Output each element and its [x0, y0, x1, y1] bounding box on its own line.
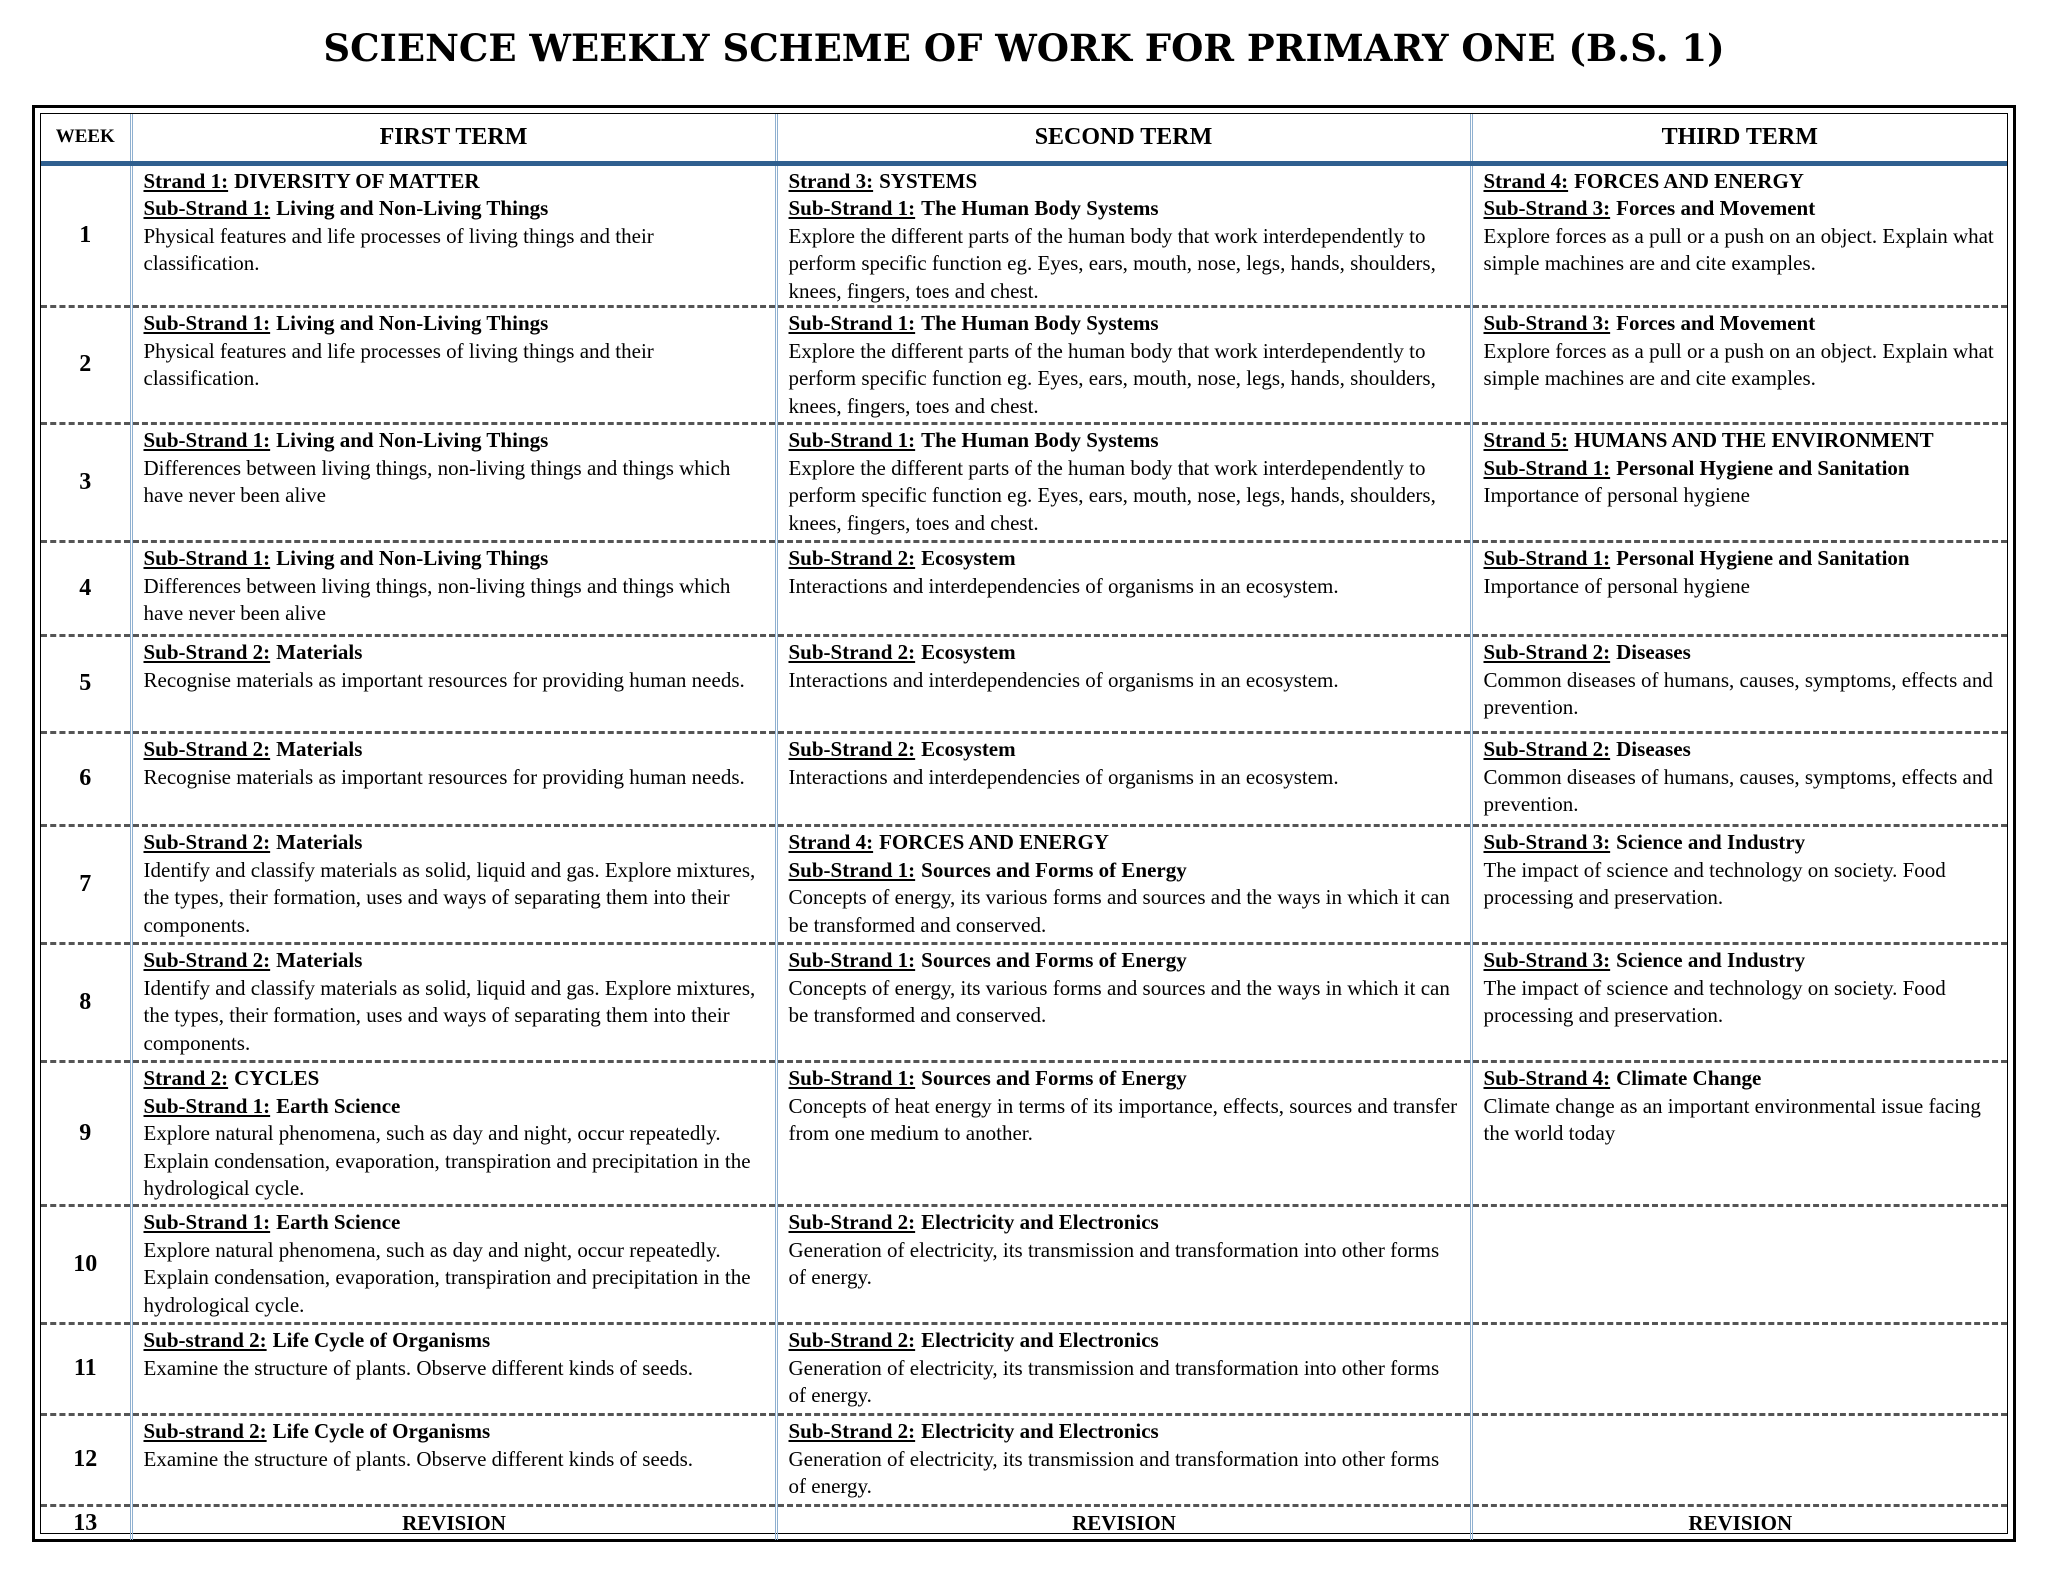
first-term-cell	[131, 636, 776, 733]
third-term-cell	[1471, 307, 2007, 424]
description: Climate change as an important environmental issue facing the world today	[1483, 1093, 1981, 1145]
sub-strand-line	[144, 427, 765, 455]
sub-strand-name: Ecosystem	[921, 737, 1016, 761]
sub-strand-label: Sub-Strand 2:	[788, 1210, 916, 1234]
strand-label: Strand 2:	[143, 1066, 229, 1090]
strand-name: HUMANS AND THE ENVIRONMENT	[1574, 428, 1934, 452]
second-term-cell	[776, 826, 1471, 944]
second-term-cell	[776, 636, 1471, 733]
sub-strand-line	[1484, 639, 1998, 667]
strand-label: Strand 3:	[788, 168, 874, 193]
sub-strand-line	[789, 310, 1460, 338]
sub-strand-label: Sub-Strand 1:	[788, 311, 916, 335]
strand-name: CYCLES	[234, 1066, 320, 1090]
description: Generation of electricity, its transmission and transformation into other forms of energy.	[788, 1237, 1440, 1289]
sub-strand-line	[789, 1418, 1460, 1446]
sub-strand-name: Science and Industry	[1616, 830, 1806, 854]
strand-line	[144, 1065, 765, 1093]
description: Common diseases of humans, causes, symptoms, effects and prevention.	[1483, 667, 1993, 719]
sub-strand-name: Earth Science	[276, 1093, 401, 1118]
first-term-cell	[131, 1062, 776, 1206]
sub-strand-label: Sub-Strand 1:	[143, 1210, 271, 1234]
sub-strand-name: Diseases	[1616, 737, 1691, 761]
header-row	[41, 114, 2007, 163]
week-number: 4	[41, 542, 131, 636]
sub-strand-line	[1484, 736, 1998, 764]
sub-strand-label: Sub-Strand 1:	[143, 428, 271, 452]
table-row	[41, 424, 2007, 542]
first-term-cell	[131, 163, 776, 307]
description: Concepts of heat energy in terms of its importance, effects, sources and transfer from one medium to another.	[788, 1093, 1458, 1145]
strand-name: FORCES AND ENERGY	[1574, 168, 1804, 193]
description: Importance of personal hygiene	[1483, 483, 1750, 507]
sub-strand-line	[1484, 829, 1998, 857]
third-term-revision-cell	[1471, 1506, 2007, 1540]
description: Concepts of energy, its various forms and sources and the ways in which it can be transformed and conserved.	[788, 975, 1450, 1027]
revision-label: REVISION	[1688, 1510, 1793, 1535]
sub-strand-name: The Human Body Systems	[921, 196, 1159, 220]
first-term-cell	[131, 1415, 776, 1506]
sub-strand-label: Sub-Strand 4:	[1483, 1066, 1611, 1090]
sub-strand-name: Living and Non-Living Things	[276, 196, 549, 220]
description: Generation of electricity, its transmission and transformation into other forms of energy.	[788, 1446, 1440, 1498]
sub-strand-line	[144, 195, 765, 223]
description: Generation of electricity, its transmission and transformation into other forms of energy.	[788, 1355, 1440, 1407]
sub-strand-line	[144, 545, 765, 573]
description: Explore forces as a pull or a push on an object. Explain what simple machines are and cite examples.	[1483, 223, 1994, 275]
table-row	[41, 1062, 2007, 1206]
sub-strand-label: Sub-strand 2:	[143, 1419, 267, 1443]
sub-strand-line	[789, 857, 1460, 885]
sub-strand-line	[789, 1065, 1460, 1093]
second-term-revision-cell	[776, 1506, 1471, 1540]
description: Recognise materials as important resources for providing human needs.	[143, 764, 745, 789]
first-term-revision-cell	[131, 1506, 776, 1540]
sub-strand-label: Sub-Strand 2:	[143, 737, 271, 761]
revision-row	[41, 1506, 2007, 1540]
sub-strand-label: Sub-Strand 1:	[788, 196, 916, 220]
third-term-cell	[1471, 1415, 2007, 1506]
sub-strand-label: Sub-Strand 2:	[788, 1419, 916, 1443]
week-number: 5	[41, 636, 131, 733]
sub-strand-label: Sub-Strand 3:	[1483, 830, 1611, 854]
week-number: 7	[41, 826, 131, 944]
sub-strand-name: Forces and Movement	[1616, 196, 1816, 220]
week-number: 3	[41, 424, 131, 542]
sub-strand-label: Sub-Strand 1:	[788, 1066, 916, 1090]
description: Interactions and interdependencies of organisms in an ecosystem.	[788, 667, 1339, 692]
sub-strand-line	[144, 1327, 765, 1355]
description: Importance of personal hygiene	[1483, 573, 1750, 598]
strand-name: SYSTEMS	[879, 168, 978, 193]
strand-label: Strand 4:	[788, 830, 874, 854]
sub-strand-line	[789, 545, 1460, 573]
sub-strand-name: Materials	[276, 640, 363, 664]
sub-strand-label: Sub-Strand 1:	[788, 857, 916, 882]
third-term-cell	[1471, 1324, 2007, 1415]
sub-strand-line	[789, 736, 1460, 764]
second-term-cell	[776, 542, 1471, 636]
sub-strand-label: Sub-Strand 3:	[1483, 948, 1611, 972]
description: Explore natural phenomena, such as day and night, occur repeatedly. Explain condensation, evaporation, transpiration and precipitation in the hydrological cycle.	[143, 1121, 751, 1200]
table-row	[41, 542, 2007, 636]
sub-strand-name: Life Cycle of Organisms	[272, 1419, 491, 1443]
table-row	[41, 163, 2007, 307]
scheme-table	[41, 114, 2007, 1540]
revision-label: REVISION	[1072, 1510, 1176, 1535]
third-term-cell	[1471, 1206, 2007, 1324]
sub-strand-name: Life Cycle of Organisms	[272, 1328, 491, 1352]
sub-strand-line	[789, 639, 1460, 667]
second-term-cell	[776, 424, 1471, 542]
header-first-term: FIRST TERM	[131, 114, 776, 163]
table-row	[41, 1206, 2007, 1324]
sub-strand-line	[144, 736, 765, 764]
sub-strand-label: Sub-Strand 1:	[143, 546, 271, 570]
second-term-cell	[776, 1324, 1471, 1415]
first-term-cell	[131, 826, 776, 944]
week-number: 1	[79, 221, 92, 248]
table-row	[41, 636, 2007, 733]
first-term-cell	[131, 944, 776, 1062]
third-term-cell	[1471, 1062, 2007, 1206]
strand-name: DIVERSITY OF MATTER	[234, 168, 480, 193]
sub-strand-label: Sub-Strand 1:	[788, 428, 916, 452]
sub-strand-line	[144, 639, 765, 667]
first-term-cell	[131, 424, 776, 542]
first-term-cell	[131, 307, 776, 424]
description: Interactions and interdependencies of organisms in an ecosystem.	[788, 764, 1339, 789]
third-term-cell	[1471, 826, 2007, 944]
description: Concepts of energy, its various forms and sources and the ways in which it can be transformed and conserved.	[788, 885, 1450, 937]
description: Differences between living things, non-living things and things which have never been alive	[143, 455, 731, 507]
sub-strand-label: Sub-strand 2:	[143, 1328, 267, 1352]
first-term-cell	[131, 1206, 776, 1324]
second-term-cell	[776, 307, 1471, 424]
sub-strand-line	[1484, 1065, 1998, 1093]
strand-line	[1484, 168, 1998, 196]
description: Explore the different parts of the human body that work interdependently to perform specific function eg. Eyes, ears, mouth, nose, legs, hands, shoulders, knees, fingers, toes and chest.	[788, 455, 1436, 535]
table-row	[41, 826, 2007, 944]
sub-strand-label: Sub-Strand 1:	[1483, 546, 1611, 570]
sub-strand-name: Sources and Forms of Energy	[921, 948, 1187, 972]
week-number: 2	[41, 307, 131, 424]
second-term-cell	[776, 163, 1471, 307]
description: Explore forces as a pull or a push on an object. Explain what simple machines are and cite examples.	[1483, 338, 1994, 390]
sub-strand-label: Sub-Strand 1:	[1483, 455, 1611, 480]
description: Physical features and life processes of living things and their classification.	[143, 338, 654, 390]
week-number: 8	[41, 944, 131, 1062]
description: Common diseases of humans, causes, symptoms, effects and prevention.	[1483, 764, 1993, 816]
third-term-cell	[1471, 636, 2007, 733]
sub-strand-name: The Human Body Systems	[921, 311, 1159, 335]
strand-label: Strand 4:	[1483, 168, 1569, 193]
header-week: WEEK	[41, 114, 131, 163]
header-third-term: THIRD TERM	[1471, 114, 2007, 163]
sub-strand-label: Sub-Strand 3:	[1483, 311, 1611, 335]
strand-line	[789, 168, 1460, 196]
strand-line	[789, 829, 1460, 857]
description: The impact of science and technology on society. Food processing and preservation.	[1483, 975, 1946, 1027]
sub-strand-name: Climate Change	[1616, 1066, 1762, 1090]
table-row	[41, 1324, 2007, 1415]
sub-strand-label: Sub-Strand 2:	[143, 830, 271, 854]
first-term-cell	[131, 542, 776, 636]
page-title: SCIENCE WEEKLY SCHEME OF WORK FOR PRIMARY ONE (B.S. 1)	[323, 26, 1725, 70]
description: Interactions and interdependencies of organisms in an ecosystem.	[788, 573, 1339, 598]
scheme-table-inner-frame	[40, 113, 2008, 1534]
scheme-table-body	[41, 163, 2007, 1540]
description: Examine the structure of plants. Observe different kinds of seeds.	[143, 1355, 694, 1380]
sub-strand-line	[144, 947, 765, 975]
sub-strand-name: Materials	[276, 948, 363, 972]
description: Examine the structure of plants. Observe different kinds of seeds.	[143, 1446, 694, 1471]
sub-strand-label: Sub-Strand 3:	[1483, 196, 1611, 220]
strand-label: Strand 1:	[143, 168, 229, 193]
first-term-cell	[131, 733, 776, 826]
sub-strand-label: Sub-Strand 2:	[788, 737, 916, 761]
sub-strand-name: Ecosystem	[921, 640, 1016, 664]
second-term-cell	[776, 944, 1471, 1062]
sub-strand-name: Living and Non-Living Things	[276, 428, 549, 452]
week-number: 10	[41, 1206, 131, 1324]
week-number: 11	[41, 1324, 131, 1415]
third-term-cell	[1471, 424, 2007, 542]
week-number: 13	[41, 1506, 131, 1540]
sub-strand-name: Diseases	[1616, 640, 1691, 664]
sub-strand-name: Ecosystem	[921, 546, 1016, 570]
sub-strand-line	[789, 427, 1460, 455]
sub-strand-line	[1484, 455, 1998, 483]
second-term-cell	[776, 1415, 1471, 1506]
sub-strand-name: Sources and Forms of Energy	[921, 857, 1187, 882]
description: Physical features and life processes of living things and their classification.	[143, 223, 654, 275]
sub-strand-line	[789, 947, 1460, 975]
table-row	[41, 944, 2007, 1062]
sub-strand-name: Electricity and Electronics	[921, 1419, 1159, 1443]
week-number: 9	[41, 1062, 131, 1206]
revision-label: REVISION	[402, 1510, 506, 1535]
sub-strand-label: Sub-Strand 2:	[1483, 640, 1611, 664]
description: The impact of science and technology on society. Food processing and preservation.	[1483, 857, 1946, 909]
third-term-cell	[1471, 733, 2007, 826]
sub-strand-name: Sources and Forms of Energy	[921, 1066, 1187, 1090]
week-number: 12	[41, 1415, 131, 1506]
sub-strand-label: Sub-Strand 2:	[788, 640, 916, 664]
sub-strand-name: Forces and Movement	[1616, 311, 1816, 335]
sub-strand-line	[789, 1327, 1460, 1355]
description: Identify and classify materials as solid, liquid and gas. Explore mixtures, the types, their formation, uses and ways of separating them into their components.	[143, 857, 756, 937]
table-row	[41, 1415, 2007, 1506]
sub-strand-line	[144, 1418, 765, 1446]
sub-strand-label: Sub-Strand 2:	[1483, 737, 1611, 761]
second-term-cell	[776, 733, 1471, 826]
sub-strand-name: Earth Science	[276, 1210, 401, 1234]
strand-name: FORCES AND ENERGY	[879, 830, 1109, 854]
sub-strand-line	[144, 310, 765, 338]
sub-strand-line	[1484, 947, 1998, 975]
sub-strand-line	[1484, 545, 1998, 573]
week-number: 6	[41, 733, 131, 826]
description: Differences between living things, non-living things and things which have never been alive	[143, 573, 731, 625]
strand-line	[1484, 427, 1998, 455]
sub-strand-name: Materials	[276, 737, 363, 761]
table-row	[41, 733, 2007, 826]
description: Explore natural phenomena, such as day and night, occur repeatedly. Explain condensation, evaporation, transpiration and precipitation in the hydrological cycle.	[143, 1237, 751, 1317]
description: Recognise materials as important resources for providing human needs.	[143, 667, 745, 692]
sub-strand-label: Sub-Strand 1:	[788, 948, 916, 972]
third-term-cell	[1471, 542, 2007, 636]
sub-strand-line	[1484, 195, 1998, 223]
sub-strand-name: Personal Hygiene and Sanitation	[1616, 455, 1910, 480]
scheme-table-frame	[32, 105, 2016, 1542]
sub-strand-label: Sub-Strand 1:	[143, 196, 271, 220]
third-term-cell	[1471, 944, 2007, 1062]
sub-strand-line	[144, 829, 765, 857]
sub-strand-line	[144, 1209, 765, 1237]
third-term-cell	[1471, 163, 2007, 307]
sub-strand-line	[1484, 310, 1998, 338]
sub-strand-label: Sub-Strand 2:	[788, 546, 916, 570]
description: Explore the different parts of the human body that work interdependently to perform specific function eg. Eyes, ears, mouth, nose, legs, hands, shoulders, knees, fingers, toes and chest.	[788, 223, 1436, 303]
sub-strand-name: Living and Non-Living Things	[276, 546, 549, 570]
description: Explore the different parts of the human body that work interdependently to perform specific function eg. Eyes, ears, mouth, nose, legs, hands, shoulders, knees, fingers, toes and chest.	[788, 338, 1436, 418]
sub-strand-name: Science and Industry	[1616, 948, 1806, 972]
sub-strand-name: Materials	[276, 830, 363, 854]
sub-strand-name: Living and Non-Living Things	[276, 311, 549, 335]
sub-strand-label: Sub-Strand 1:	[143, 1093, 271, 1118]
second-term-cell	[776, 1206, 1471, 1324]
sub-strand-line	[789, 1209, 1460, 1237]
sub-strand-label: Sub-Strand 2:	[143, 640, 271, 664]
first-term-cell	[131, 1324, 776, 1415]
sub-strand-name: The Human Body Systems	[921, 428, 1159, 452]
sub-strand-name: Electricity and Electronics	[921, 1328, 1159, 1352]
table-row	[41, 307, 2007, 424]
strand-label: Strand 5:	[1483, 428, 1569, 452]
sub-strand-label: Sub-Strand 2:	[788, 1328, 916, 1352]
description: Identify and classify materials as solid, liquid and gas. Explore mixtures, the types, their formation, uses and ways of separating them into their components.	[143, 975, 756, 1055]
header-second-term: SECOND TERM	[776, 114, 1471, 163]
sub-strand-label: Sub-Strand 1:	[143, 311, 271, 335]
sub-strand-line	[144, 1093, 765, 1121]
sub-strand-name: Personal Hygiene and Sanitation	[1616, 546, 1910, 570]
sub-strand-line	[789, 195, 1460, 223]
sub-strand-name: Electricity and Electronics	[921, 1210, 1159, 1234]
strand-line	[144, 168, 765, 196]
second-term-cell	[776, 1062, 1471, 1206]
sub-strand-label: Sub-Strand 2:	[143, 948, 271, 972]
